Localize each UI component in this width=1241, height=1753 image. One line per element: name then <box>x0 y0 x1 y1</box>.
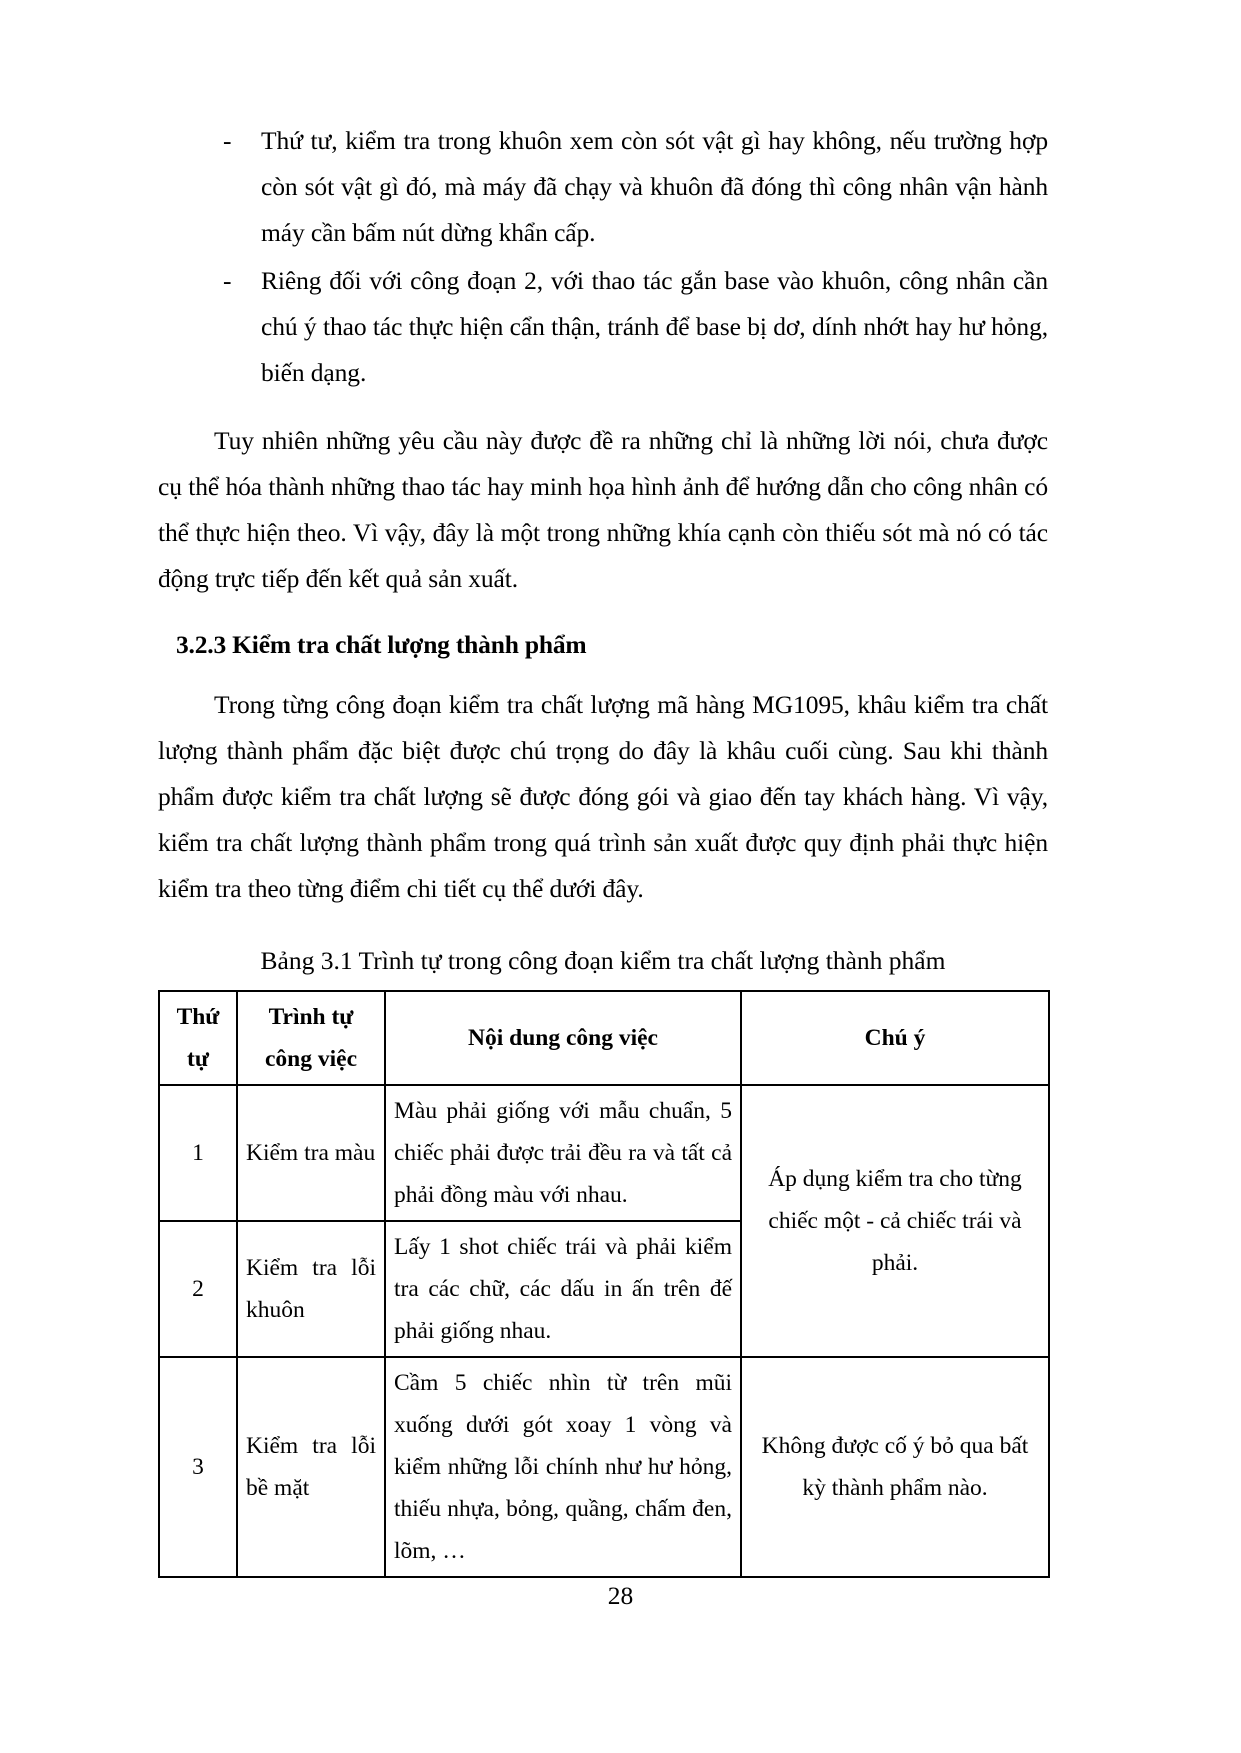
bullet-text: Riêng đối với công đoạn 2, với thao tác gắn base vào khuôn, công nhân cần chú ý thao tác thực hiện cẩn thận, tránh để base bị dơ, dính nhớt hay hư hỏng, biến dạng. <box>261 266 1048 387</box>
cell-noi-dung: Lấy 1 shot chiếc trái và phải kiểm tra các chữ, các dấu in ấn trên đế phải giống nhau. <box>385 1221 741 1357</box>
list-item <box>158 258 1048 396</box>
column-header-trinh-tu-line1: Trình tự <box>268 1004 354 1030</box>
body-paragraph: Tuy nhiên những yêu cầu này được đề ra những chỉ là những lời nói, chưa được cụ thể hóa thành những thao tác hay minh họa hình ảnh để hướng dẫn cho công nhân có thể thực hiện theo. Vì vậy, đây là một trong những khía cạnh còn thiếu sót mà nó có tác động trực tiếp đến kết quả sản xuất. <box>158 426 1048 593</box>
bullet-marker: - <box>223 126 232 155</box>
cell-noi-dung: Cầm 5 chiếc nhìn từ trên mũi xuống dưới gót xoay 1 vòng và kiểm những lỗi chính như hư hỏng, thiếu nhựa, bỏng, quầng, chấm đen, lõm, … <box>385 1357 741 1577</box>
cell-noi-dung: Màu phải giống với mẫu chuẩn, 5 chiếc phải được trải đều ra và tất cả phải đồng màu với nhau. <box>385 1085 741 1221</box>
table-header-row <box>159 991 1049 1085</box>
cell-chu-y: Áp dụng kiểm tra cho từng chiếc một - cả chiếc trái và phải. <box>741 1085 1049 1357</box>
cell-chu-y: Không được cố ý bỏ qua bất kỳ thành phẩm nào. <box>741 1357 1049 1577</box>
cell-stt: 3 <box>159 1357 237 1577</box>
quality-check-table <box>158 990 1050 1578</box>
bullet-list <box>158 118 1048 396</box>
body-paragraph: Trong từng công đoạn kiểm tra chất lượng mã hàng MG1095, khâu kiểm tra chất lượng thành phẩm đặc biệt được chú trọng do đây là khâu cuối cùng. Sau khi thành phẩm được kiểm tra chất lượng sẽ được đóng gói và giao đến tay khách hàng. Vì vậy, kiểm tra chất lượng thành phẩm trong quá trình sản xuất được quy định phải thực hiện kiểm tra theo từng điểm chi tiết cụ thể dưới đây. <box>158 690 1048 903</box>
column-header-stt-line2: tự <box>187 1046 209 1072</box>
page-content <box>158 118 1048 1578</box>
column-header-stt <box>159 991 237 1085</box>
list-item <box>158 118 1048 256</box>
column-header-chu-y: Chú ý <box>741 991 1049 1085</box>
section-heading: 3.2.3 Kiểm tra chất lượng thành phẩm <box>176 630 587 659</box>
page-number: 28 <box>607 1581 634 1610</box>
cell-trinh-tu: Kiểm tra lỗi khuôn <box>237 1221 385 1357</box>
column-header-stt-line1: Thứ <box>176 1004 220 1030</box>
cell-stt: 1 <box>159 1085 237 1221</box>
column-header-trinh-tu-line2: công việc <box>264 1046 357 1072</box>
table-caption: Bảng 3.1 Trình tự trong công đoạn kiểm tra chất lượng thành phẩm <box>260 946 946 975</box>
column-header-trinh-tu <box>237 991 385 1085</box>
column-header-noi-dung: Nội dung công việc <box>385 991 741 1085</box>
table-row <box>159 1085 1049 1221</box>
cell-trinh-tu: Kiểm tra màu <box>237 1085 385 1221</box>
cell-stt: 2 <box>159 1221 237 1357</box>
bullet-marker: - <box>223 266 232 295</box>
cell-trinh-tu: Kiểm tra lỗi bề mặt <box>237 1357 385 1577</box>
table-row <box>159 1357 1049 1577</box>
bullet-text: Thứ tư, kiểm tra trong khuôn xem còn sót vật gì hay không, nếu trường hợp còn sót vật gì đó, mà máy đã chạy và khuôn đã đóng thì công nhân vận hành máy cần bấm nút dừng khẩn cấp. <box>261 126 1048 247</box>
